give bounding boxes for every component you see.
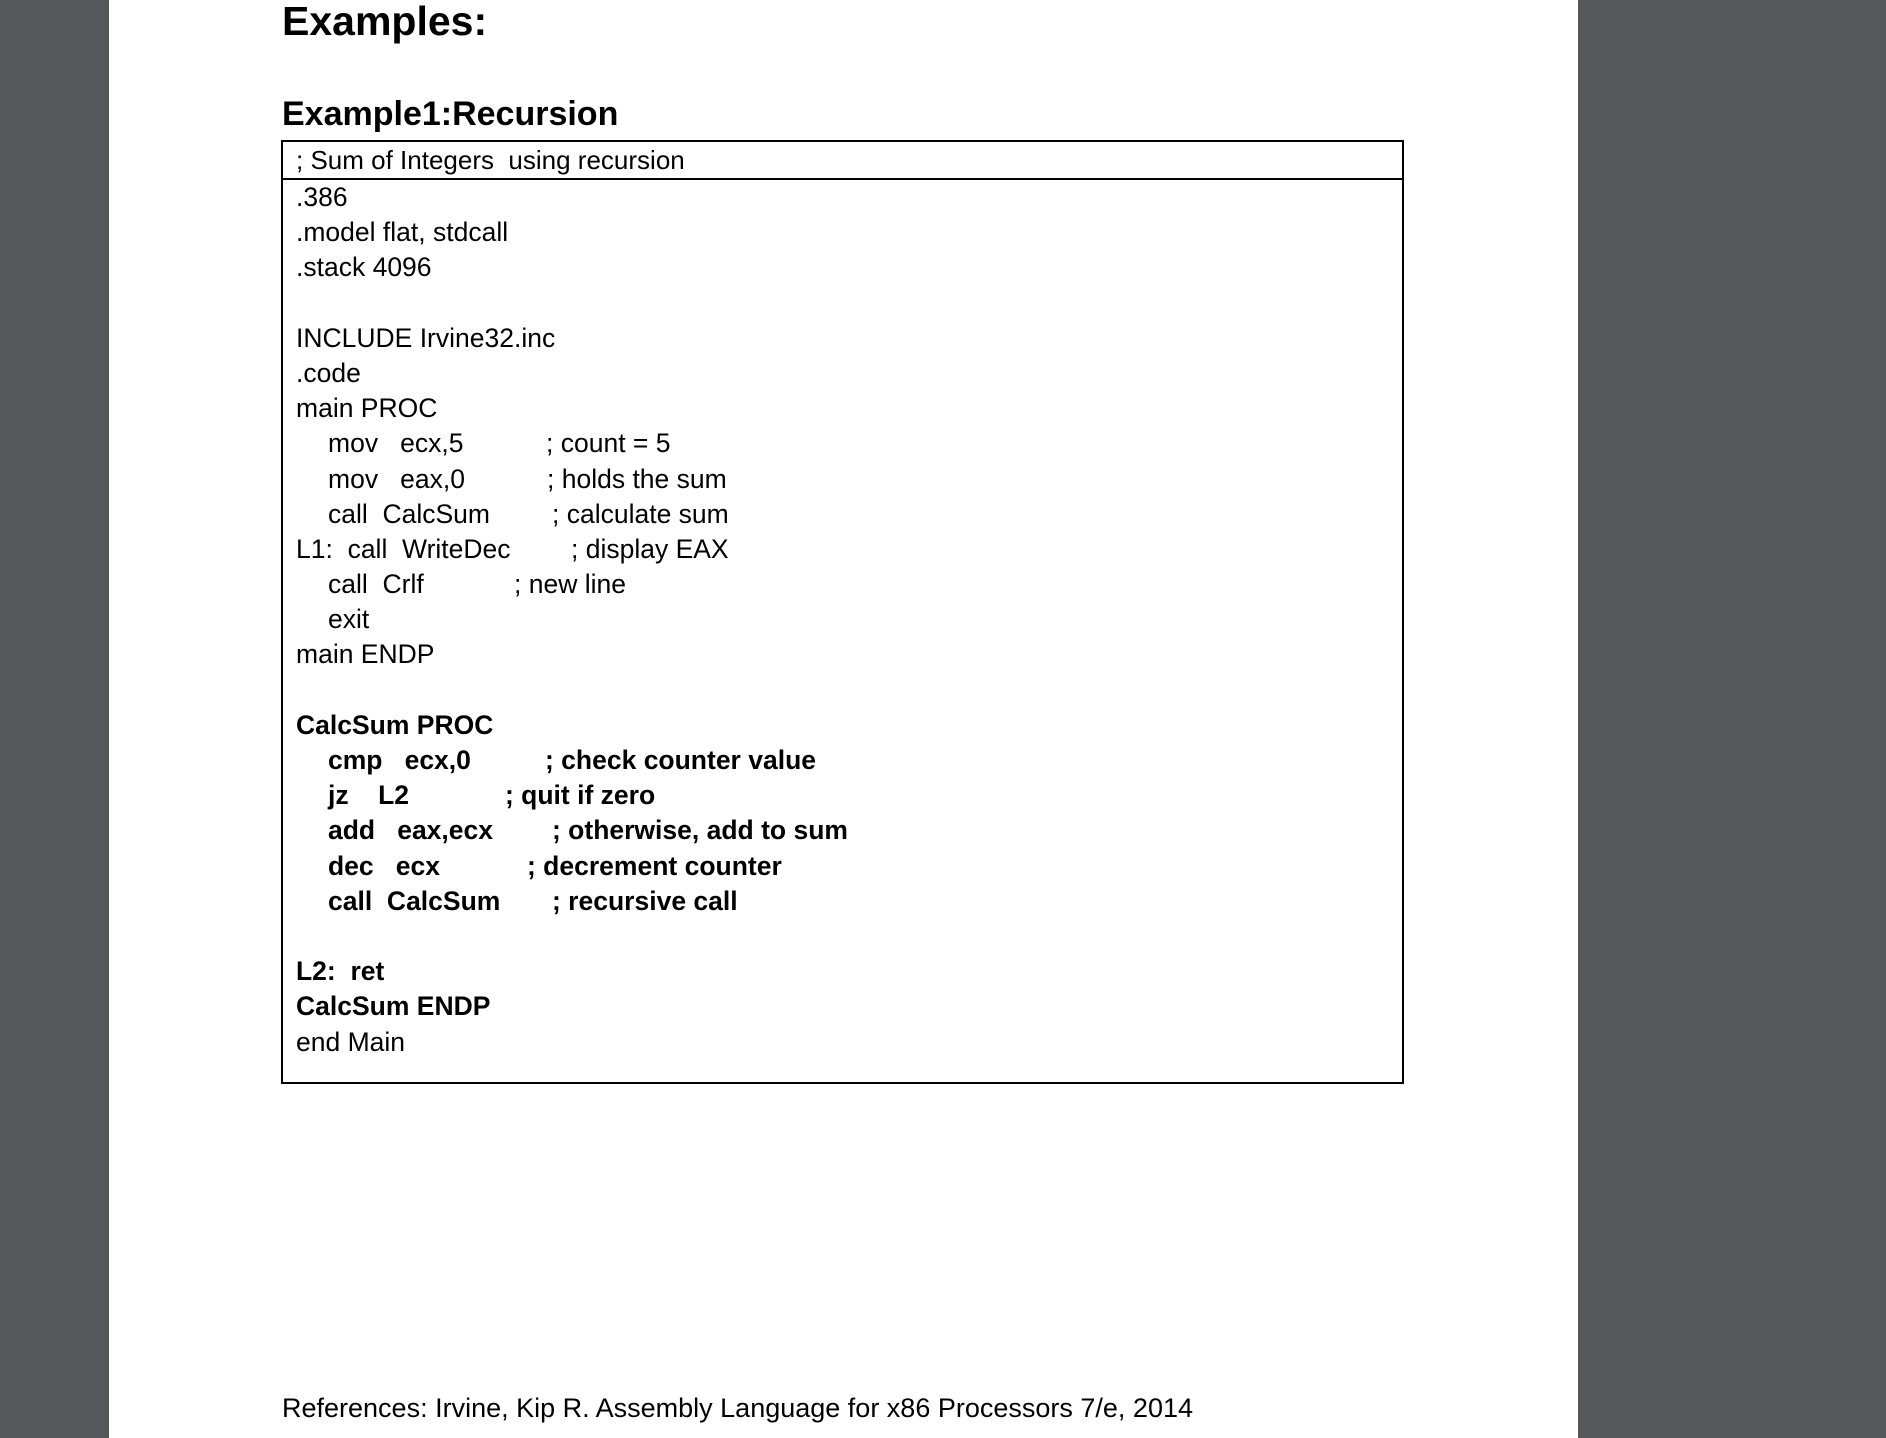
code-line: call Crlf ; new line xyxy=(283,567,1402,602)
references-footer: References: Irvine, Kip R. Assembly Language for x86 Processors 7/e, 2014 xyxy=(282,1393,1193,1423)
code-line: L2: ret xyxy=(296,956,385,987)
code-comment: ; otherwise, add to sum xyxy=(552,815,848,846)
code-line: main ENDP xyxy=(296,639,435,670)
code-comment: ; count = 5 xyxy=(546,428,671,459)
code-line: dec ecx ; decrement counter xyxy=(283,849,1402,884)
code-line: mov eax,0 ; holds the sum xyxy=(283,462,1402,497)
code-line-blank xyxy=(283,286,1402,321)
code-line: .model flat, stdcall xyxy=(296,217,509,248)
code-line: jz L2 ; quit if zero xyxy=(283,778,1402,813)
code-line: add eax,ecx ; otherwise, add to sum xyxy=(283,813,1402,848)
code-line: CalcSum PROC xyxy=(296,709,494,740)
code-body xyxy=(283,180,1402,1060)
code-line: INCLUDE Irvine32.inc xyxy=(296,322,556,353)
code-line: mov ecx,5 ; count = 5 xyxy=(283,426,1402,461)
page-heading: Examples: xyxy=(282,0,488,44)
code-listing-box xyxy=(281,140,1404,1084)
code-comment: ; display EAX xyxy=(571,533,729,564)
code-comment: ; check counter value xyxy=(545,745,816,775)
code-line-blank xyxy=(283,919,1402,954)
code-line: call CalcSum ; calculate sum xyxy=(283,497,1402,532)
code-comment: ; calculate sum xyxy=(552,498,729,529)
code-line: end Main xyxy=(296,1026,406,1057)
code-comment: ; quit if zero xyxy=(505,780,656,811)
code-line: .stack 4096 xyxy=(296,252,432,283)
code-line: call CalcSum ; recursive call xyxy=(283,884,1402,919)
code-comment: ; holds the sum xyxy=(547,463,727,494)
example-title: Example1:Recursion xyxy=(282,95,619,133)
code-line: .code xyxy=(296,357,361,388)
code-line: main PROC xyxy=(296,393,438,424)
code-line: exit xyxy=(328,604,370,635)
code-line: cmp ecx,0 ; check counter value xyxy=(283,743,1402,778)
code-header-comment: ; Sum of Integers using recursion xyxy=(283,142,1402,180)
document-page xyxy=(109,0,1578,1438)
code-comment: ; new line xyxy=(514,569,626,600)
code-line: .386 xyxy=(296,182,348,212)
code-line-blank xyxy=(283,673,1402,708)
code-comment: ; decrement counter xyxy=(527,850,782,881)
code-line: CalcSum ENDP xyxy=(296,991,491,1022)
code-line: L1: call WriteDec ; display EAX xyxy=(283,532,1402,567)
code-comment: ; recursive call xyxy=(552,885,738,916)
